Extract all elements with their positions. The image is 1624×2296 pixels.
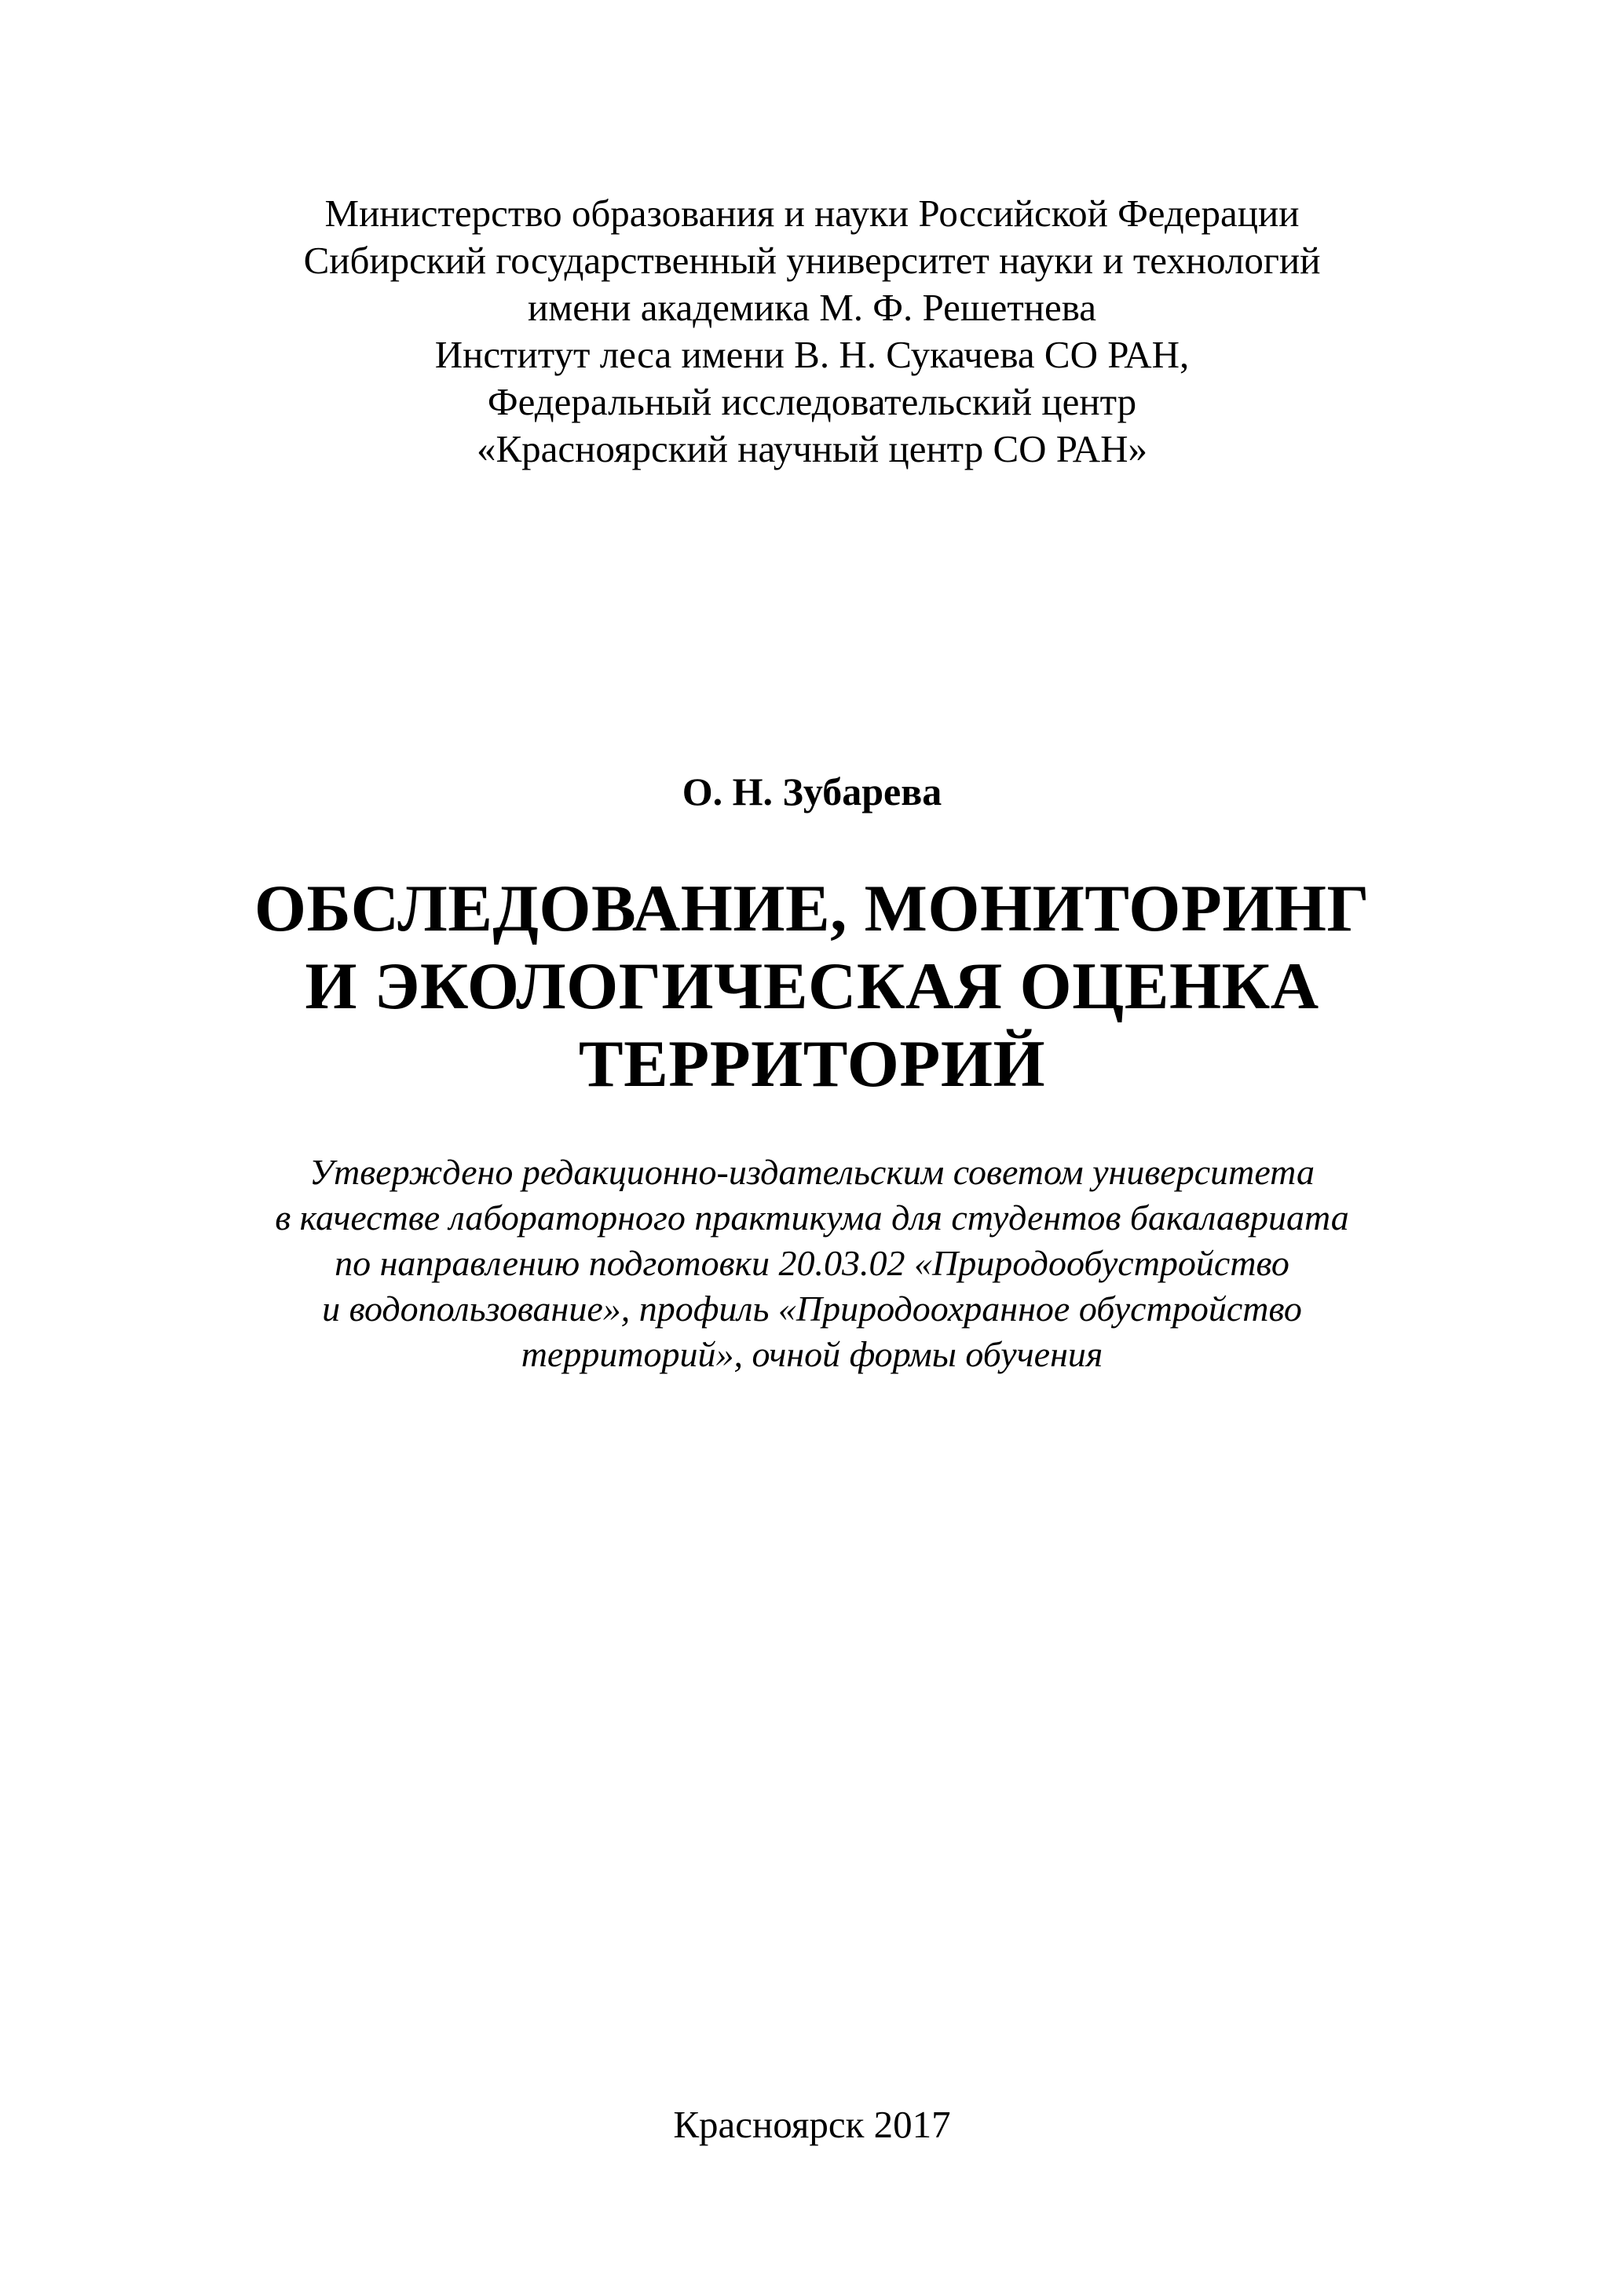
- approval-line-1: Утверждено редакционно-издательским советом университета: [309, 1152, 1315, 1192]
- organization-line-university-name: имени академика М. Ф. Решетнева: [528, 286, 1096, 329]
- approval-statement: [0, 1150, 1624, 1377]
- approval-line-5: территорий», очной формы обучения: [521, 1334, 1103, 1374]
- book-title: [0, 870, 1624, 1103]
- approval-line-3: по направлению подготовки 20.03.02 «Природообустройство: [335, 1243, 1289, 1283]
- place-and-year: Красноярск 2017: [673, 2103, 951, 2146]
- approval-line-2: в качестве лабораторного практикума для студентов бакалавриата: [275, 1197, 1349, 1238]
- organization-line-university: Сибирский государственный университет науки и технологий: [303, 239, 1321, 282]
- book-title-line-1: ОБСЛЕДОВАНИЕ, МОНИТОРИНГ: [254, 872, 1370, 945]
- book-title-line-3: ТЕРРИТОРИЙ: [578, 1027, 1046, 1101]
- organization-line-institute: Институт леса имени В. Н. Сукачева СО РАН,: [434, 333, 1190, 376]
- book-title-line-2: И ЭКОЛОГИЧЕСКАЯ ОЦЕНКА: [305, 949, 1319, 1023]
- organization-block: [0, 190, 1624, 473]
- approval-line-4: и водопользование», профиль «Природоохранное обустройство: [322, 1289, 1302, 1329]
- organization-line-research-center: Федеральный исследовательский центр: [487, 380, 1137, 423]
- organization-line-ministry: Министерство образования и науки Российской Федерации: [324, 192, 1300, 235]
- author-name: О. Н. Зубарева: [682, 770, 942, 813]
- organization-line-science-center: «Красноярский научный центр СО РАН»: [476, 427, 1148, 470]
